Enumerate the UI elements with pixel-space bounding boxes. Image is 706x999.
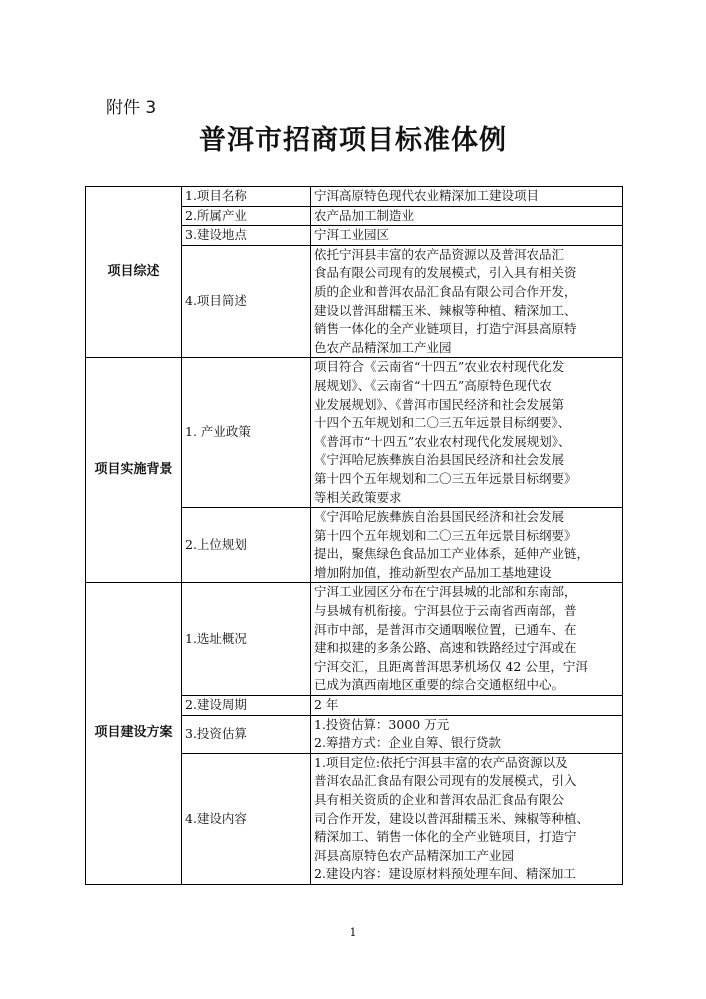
row-value: [311, 508, 623, 583]
row-label: 2.所属产业: [182, 206, 311, 226]
value-line: 具有相关资质的企业和普洱农品汇食品有限公: [314, 792, 565, 807]
row-value: [311, 696, 623, 716]
section-heading: 项目建设方案: [86, 583, 182, 885]
section-heading: 项目综述: [86, 187, 182, 358]
row-label: 2.建设周期: [182, 696, 311, 716]
value-line: 司合作开发，建设以普洱甜糯玉米、辣椒等种植、: [314, 810, 590, 826]
value-line: 宁洱交汇，且距离普洱思茅机场仅 42 公里，宁洱: [314, 658, 588, 674]
value-line: 第十四个五年规划和二〇三五年远景目标纲要》: [314, 470, 577, 486]
table-row: [86, 187, 623, 207]
value-line: 建和拟建的多条公路、高速和铁路经过宁洱或在: [314, 640, 577, 656]
table-row: [86, 358, 623, 508]
value-line: 《普洱市“十四五”农业农村现代化发展规划》、: [314, 433, 571, 449]
value-line: 与县城有机衔接。宁洱县位于云南省西南部，普: [314, 603, 577, 619]
table-row: [86, 583, 623, 696]
value-line: 建设以普洱甜糯玉米、辣椒等种植、精深加工、: [314, 302, 577, 318]
value-line: 业发展规划》、《普洱市国民经济和社会发展第: [314, 396, 565, 412]
value-line: 销售一体化的全产业链项目，打造宁洱县高原特: [314, 321, 577, 337]
row-label: 4.项目简述: [182, 245, 311, 358]
row-label: 3.投资估算: [182, 715, 311, 753]
value-line: 十四个五年规划和二〇三五年远景目标纲要》、: [314, 415, 571, 431]
value-line: 洱县高原特色农产品精深加工产业园: [314, 847, 515, 863]
value-line: 展规划》、《云南省“十四五”高原特色现代农: [314, 377, 552, 393]
value-line: 2.筹措方式：企业自筹、银行贷款: [314, 735, 501, 751]
row-label: 2.上位规划: [182, 508, 311, 583]
value-line: 项目符合《云南省“十四五”农业农村现代化发: [314, 359, 565, 375]
row-label: 1.选址概况: [182, 583, 311, 696]
document-title: 普洱市招商项目标准体例: [199, 125, 507, 156]
row-label: 4.建设内容: [182, 753, 311, 884]
value-line: 2.建设内容：建设原材料预处理车间、精深加工: [314, 866, 576, 882]
row-value: [311, 358, 623, 508]
page-number: 1: [349, 926, 357, 939]
value-line: 质的企业和普洱农品汇食品有限公司合作开发，: [314, 283, 577, 299]
row-value: [311, 715, 623, 753]
value-line: 《宁洱哈尼族彝族自治县国民经济和社会发展: [314, 509, 565, 525]
row-value: [311, 245, 623, 358]
value-line: 洱市中部，是普洱市交通咽喉位置，已通车、在: [314, 621, 577, 637]
row-label: 3.建设地点: [182, 226, 311, 246]
annex-label: 附件 3: [106, 98, 157, 118]
value-line: 依托宁洱县丰富的农产品资源以及普洱农品汇: [314, 246, 565, 262]
value-line: 2 年: [314, 697, 339, 713]
value-line: 1.投资估算：3000 万元: [314, 716, 450, 732]
value-line: 《宁洱哈尼族彝族自治县国民经济和社会发展: [314, 452, 565, 468]
value-line: 农产品加工制造业: [314, 207, 415, 223]
value-line: 已成为滇西南地区重要的综合交通枢纽中心。: [314, 677, 565, 693]
row-value: [311, 226, 623, 246]
value-line: 普洱农品汇食品有限公司现有的发展模式，引入: [314, 773, 577, 789]
row-value: [311, 187, 623, 207]
row-value: [311, 753, 623, 884]
value-line: 增加附加值，推动新型农产品加工基地建设: [314, 564, 552, 580]
row-label: 1. 产业政策: [182, 358, 311, 508]
value-line: 等相关政策要求: [314, 489, 402, 505]
project-table: [85, 186, 623, 885]
value-line: 提出，聚焦绿色食品加工产业体系，延伸产业链，: [314, 546, 590, 562]
value-line: 宁洱工业园区分布在宁洱县城的北部和东南部，: [314, 584, 577, 600]
section-heading: 项目实施背景: [86, 358, 182, 583]
row-value: [311, 206, 623, 226]
value-line: 色农产品精深加工产业园: [314, 339, 452, 355]
value-line: 第十四个五年规划和二〇三五年远景目标纲要》: [314, 527, 577, 543]
value-line: 宁洱高原特色现代农业精深加工建设项目: [314, 188, 540, 203]
row-label: 1.项目名称: [182, 187, 311, 207]
value-line: 1.项目定位:依托宁洱县丰富的农产品资源以及: [314, 754, 568, 770]
value-line: 精深加工、销售一体化的全产业链项目，打造宁: [314, 829, 577, 845]
value-line: 宁洱工业园区: [314, 227, 390, 243]
row-value: [311, 583, 623, 696]
value-line: 食品有限公司现有的发展模式，引入具有相关资: [314, 265, 577, 281]
